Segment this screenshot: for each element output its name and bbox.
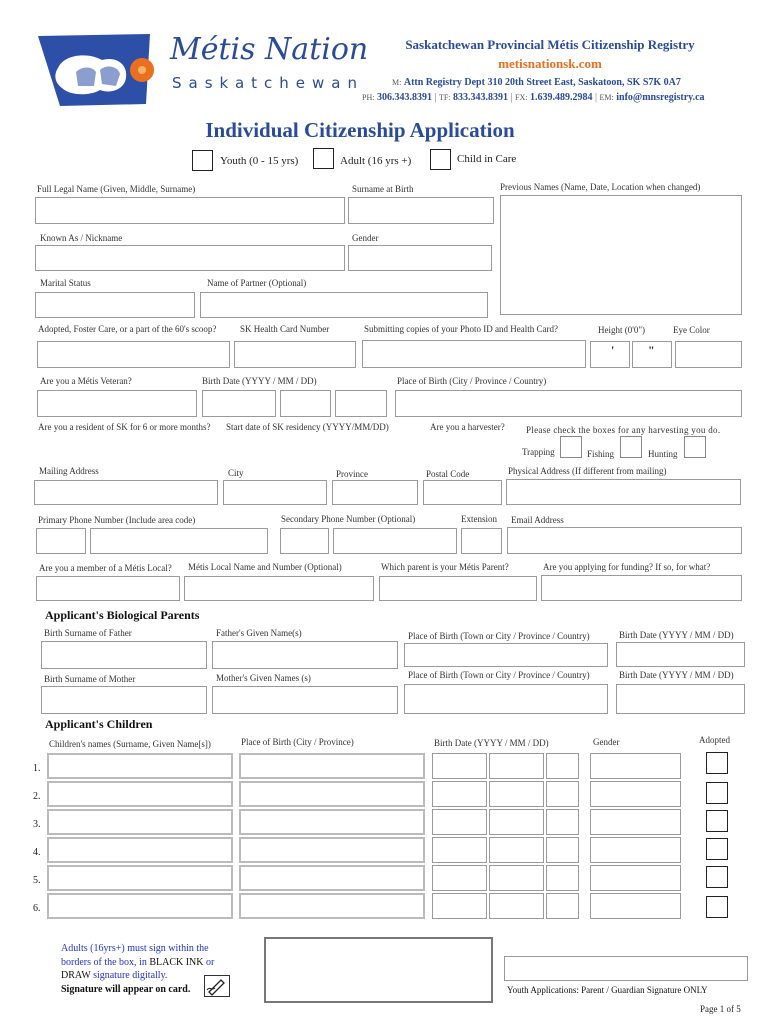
child-dob-month-field[interactable] (489, 893, 544, 919)
registry-contacts (362, 92, 705, 103)
child-gender-field[interactable] (590, 781, 681, 807)
child-gender-field[interactable] (590, 753, 681, 779)
mother-given-field[interactable] (212, 686, 398, 714)
sig-note-line2a: borders of the box, in (61, 956, 150, 968)
child-dob-year-field[interactable] (432, 865, 487, 891)
extension-field[interactable] (461, 528, 502, 554)
guardian-signature-field[interactable] (504, 956, 748, 981)
place-birth-field[interactable] (395, 390, 742, 417)
tf-value: 833.343.8391 (453, 92, 509, 103)
father-surname-field[interactable] (41, 641, 207, 669)
known-as-label: Known As / Nickname (40, 233, 123, 243)
city-field[interactable] (223, 480, 327, 505)
height-label: Height (0'0") (598, 325, 646, 335)
logo-sub: Saskatchewan (172, 74, 364, 92)
fishing-label: Fishing (587, 449, 615, 459)
signature-note (61, 942, 214, 996)
marital-label: Marital Status (40, 278, 91, 288)
mother-pob-label: Place of Birth (Town or City / Province / Country) (408, 670, 590, 680)
child-name-field[interactable] (47, 809, 233, 835)
secondary-area-field[interactable] (280, 528, 329, 554)
known-as-field[interactable] (35, 245, 345, 271)
mother-dob-field[interactable] (616, 684, 745, 714)
child-dob-day-field[interactable] (546, 753, 579, 779)
local-member-label: Are you a member of a Métis Local? (39, 563, 172, 573)
child-dob-year-field[interactable] (432, 893, 487, 919)
child-pob-col: Place of Birth (City / Province) (241, 737, 354, 747)
child-dob-year-field[interactable] (432, 753, 487, 779)
guardian-signature-label: Youth Applications: Parent / Guardian Signature ONLY (507, 985, 708, 995)
mother-dob-label: Birth Date (YYYY / MM / DD) (619, 670, 734, 680)
ph-value: 306.343.8391 (376, 92, 432, 103)
divider: | (510, 92, 513, 103)
child-dob-day-field[interactable] (546, 893, 579, 919)
which-parent-field[interactable] (379, 576, 537, 601)
child-adopted-checkbox[interactable] (706, 810, 728, 832)
child-row-number: 5. (33, 875, 41, 886)
trapping-checkbox[interactable] (560, 436, 582, 458)
legal-name-label: Full Legal Name (Given, Middle, Surname) (37, 184, 196, 194)
sig-note-line2 (61, 956, 214, 970)
child-row-number: 2. (33, 791, 41, 802)
photo-id-field[interactable] (362, 340, 586, 368)
divider: | (595, 92, 598, 103)
addr-prefix: M: (392, 78, 402, 87)
sig-note-line3 (61, 969, 214, 983)
fx-label: FX: (515, 93, 528, 102)
child-gender-field[interactable] (590, 865, 681, 891)
which-parent-label: Which parent is your Métis Parent? (381, 562, 509, 572)
registry-address (392, 77, 681, 88)
sig-note-bold: Signature will appear on card. (61, 983, 191, 995)
child-gender-field[interactable] (590, 809, 681, 835)
local-member-field[interactable] (36, 576, 180, 601)
mother-surname-label: Birth Surname of Mother (44, 674, 136, 684)
child-row-number: 1. (33, 763, 41, 774)
local-name-field[interactable] (184, 576, 374, 601)
child-pob-field[interactable] (239, 893, 425, 919)
secondary-phone-label: Secondary Phone Number (Optional) (281, 514, 416, 524)
child-dob-month-field[interactable] (489, 865, 544, 891)
child-dob-month-field[interactable] (489, 837, 544, 863)
em-value: info@mnsregistry.ca (616, 92, 705, 103)
addr-text: Attn Registry Dept 310 20th Street East, Saskatoon, SK S7K 0A7 (403, 77, 681, 88)
email-field[interactable] (507, 527, 742, 554)
health-card-label: SK Health Card Number (240, 324, 330, 334)
previous-names-field[interactable] (500, 195, 742, 315)
sig-note-line2c: or (203, 956, 215, 968)
surname-birth-label: Surname at Birth (352, 184, 414, 194)
sig-note-black-ink: BLACK INK (149, 956, 204, 968)
child-pob-field[interactable] (239, 809, 425, 835)
resident-label: Are you a resident of SK for 6 or more months? (38, 422, 211, 432)
divider: | (434, 92, 437, 103)
partner-field[interactable] (200, 292, 488, 318)
father-given-label: Father's Given Name(s) (216, 628, 302, 638)
postal-field[interactable] (423, 480, 502, 505)
funding-label: Are you applying for funding? If so, for what? (543, 562, 711, 572)
child-in-care-label: Child in Care (457, 153, 517, 165)
child-pob-field[interactable] (239, 837, 425, 863)
height-inches-mark: " (648, 343, 655, 357)
physical-field[interactable] (506, 479, 741, 505)
secondary-number-field[interactable] (333, 528, 457, 554)
child-in-care-checkbox[interactable] (430, 149, 451, 170)
father-given-field[interactable] (212, 641, 398, 669)
gender-label: Gender (352, 233, 379, 243)
birth-day-field[interactable] (335, 390, 387, 417)
ph-label: PH: (362, 93, 375, 102)
postal-label: Postal Code (426, 469, 470, 479)
father-surname-label: Birth Surname of Father (44, 628, 132, 638)
extension-label: Extension (461, 514, 497, 524)
father-dob-label: Birth Date (YYYY / MM / DD) (619, 630, 734, 640)
adult-checkbox[interactable] (313, 148, 334, 169)
physical-label: Physical Address (If different from mailing) (508, 466, 667, 476)
child-name-field[interactable] (47, 837, 233, 863)
father-pob-field[interactable] (404, 643, 608, 667)
registry-website[interactable]: metisnationsk.com (498, 56, 602, 71)
gender-field[interactable] (348, 245, 492, 271)
place-birth-label: Place of Birth (City / Province / Country) (397, 376, 547, 386)
child-dob-month-field[interactable] (489, 809, 544, 835)
sig-note-line3b: signature digitally. (93, 970, 168, 981)
primary-area-field[interactable] (36, 528, 86, 554)
children-heading: Applicant's Children (45, 717, 153, 731)
child-dob-day-field[interactable] (546, 781, 579, 807)
child-adopted-checkbox[interactable] (706, 782, 728, 804)
legal-name-field[interactable] (35, 197, 345, 224)
sk-start-label: Start date of SK residency (YYYY/MM/DD) (226, 422, 389, 432)
father-dob-field[interactable] (616, 642, 745, 667)
child-name-col: Children's names (Surname, Given Name[s]) (49, 739, 211, 749)
child-dob-day-field[interactable] (546, 865, 579, 891)
eye-color-label: Eye Color (673, 325, 710, 335)
child-dob-year-field[interactable] (432, 781, 487, 807)
child-name-field[interactable] (47, 893, 233, 919)
child-name-field[interactable] (47, 781, 233, 807)
marital-field[interactable] (35, 292, 195, 318)
father-pob-label: Place of Birth (Town or City / Province / Country) (408, 631, 590, 641)
hunting-checkbox[interactable] (684, 436, 706, 458)
mailing-label: Mailing Address (39, 466, 99, 476)
adopted-label: Adopted, Foster Care, or a part of the 60's scoop? (38, 324, 217, 334)
logo-name: Métis Nation (170, 32, 369, 67)
child-gender-field[interactable] (590, 837, 681, 863)
child-pob-field[interactable] (239, 781, 425, 807)
province-field[interactable] (332, 480, 418, 505)
harvester-label: Are you a harvester? (430, 422, 505, 432)
child-gender-field[interactable] (590, 893, 681, 919)
height-feet-mark: ' (611, 343, 615, 357)
sign-pen-icon (204, 975, 230, 997)
child-adopted-checkbox[interactable] (706, 866, 728, 888)
child-dob-day-field[interactable] (546, 809, 579, 835)
saskatchewan-map-icon (30, 30, 160, 108)
sig-note-line3a: DRAW (61, 970, 94, 981)
child-pob-field[interactable] (239, 753, 425, 779)
birth-month-field[interactable] (280, 390, 331, 417)
adopted-field[interactable] (37, 341, 230, 368)
funding-field[interactable] (541, 575, 742, 601)
harvest-check-label: Please check the boxes for any harvesting you do. (526, 425, 721, 435)
surname-birth-field[interactable] (348, 197, 494, 224)
eye-color-field[interactable] (675, 341, 742, 368)
child-adopted-checkbox[interactable] (706, 752, 728, 774)
hunting-label: Hunting (648, 449, 678, 459)
birth-date-label: Birth Date (YYYY / MM / DD) (202, 376, 317, 386)
youth-label: Youth (0 - 15 yrs) (220, 155, 299, 167)
child-name-field[interactable] (47, 865, 233, 891)
trapping-label: Trapping (522, 447, 555, 457)
mother-given-label: Mother's Given Names (s) (216, 673, 311, 683)
mother-surname-field[interactable] (41, 686, 207, 714)
em-label: EM: (599, 93, 614, 102)
youth-checkbox[interactable] (192, 150, 213, 171)
child-row-number: 4. (33, 847, 41, 858)
birth-year-field[interactable] (202, 390, 276, 417)
child-dob-year-field[interactable] (432, 809, 487, 835)
child-dob-month-field[interactable] (489, 753, 544, 779)
primary-phone-label: Primary Phone Number (Include area code) (38, 515, 196, 525)
email-label: Email Address (511, 515, 564, 525)
veteran-field[interactable] (37, 390, 197, 417)
local-name-label: Métis Local Name and Number (Optional) (188, 562, 342, 572)
city-label: City (228, 468, 244, 478)
fishing-checkbox[interactable] (620, 436, 642, 458)
child-dob-year-field[interactable] (432, 837, 487, 863)
veteran-label: Are you a Métis Veteran? (40, 376, 132, 386)
tf-label: TF: (438, 93, 451, 102)
adult-label: Adult (16 yrs +) (340, 155, 412, 167)
child-row-number: 6. (33, 903, 41, 914)
child-adopted-checkbox[interactable] (706, 896, 728, 918)
child-pob-field[interactable] (239, 865, 425, 891)
mother-pob-field[interactable] (404, 684, 608, 714)
child-dob-month-field[interactable] (489, 781, 544, 807)
child-name-field[interactable] (47, 753, 233, 779)
child-adopted-checkbox[interactable] (706, 838, 728, 860)
height-feet-field[interactable] (590, 341, 630, 368)
mailing-field[interactable] (34, 480, 218, 505)
child-dob-day-field[interactable] (546, 837, 579, 863)
parents-heading: Applicant's Biological Parents (45, 608, 200, 622)
child-gender-col: Gender (593, 737, 620, 747)
previous-names-label: Previous Names (Name, Date, Location when changed) (500, 182, 701, 192)
health-card-field[interactable] (234, 341, 356, 368)
registry-title: Saskatchewan Provincial Métis Citizenship Registry (405, 37, 695, 52)
province-label: Province (336, 469, 368, 479)
primary-number-field[interactable] (90, 528, 268, 554)
child-adopted-col: Adopted (699, 735, 730, 745)
form-title: Individual Citizenship Application (205, 118, 515, 142)
adult-signature-box[interactable] (264, 937, 493, 1003)
child-dob-col: Birth Date (YYYY / MM / DD) (434, 738, 549, 748)
page-number: Page 1 of 5 (700, 1004, 741, 1014)
sig-note-line1: Adults (16yrs+) must sign within the (61, 943, 209, 954)
child-row-number: 3. (33, 819, 41, 830)
photo-id-label: Submitting copies of your Photo ID and Health Card? (364, 324, 558, 334)
fx-value: 1.639.489.2984 (530, 92, 593, 103)
partner-label: Name of Partner (Optional) (207, 278, 307, 288)
